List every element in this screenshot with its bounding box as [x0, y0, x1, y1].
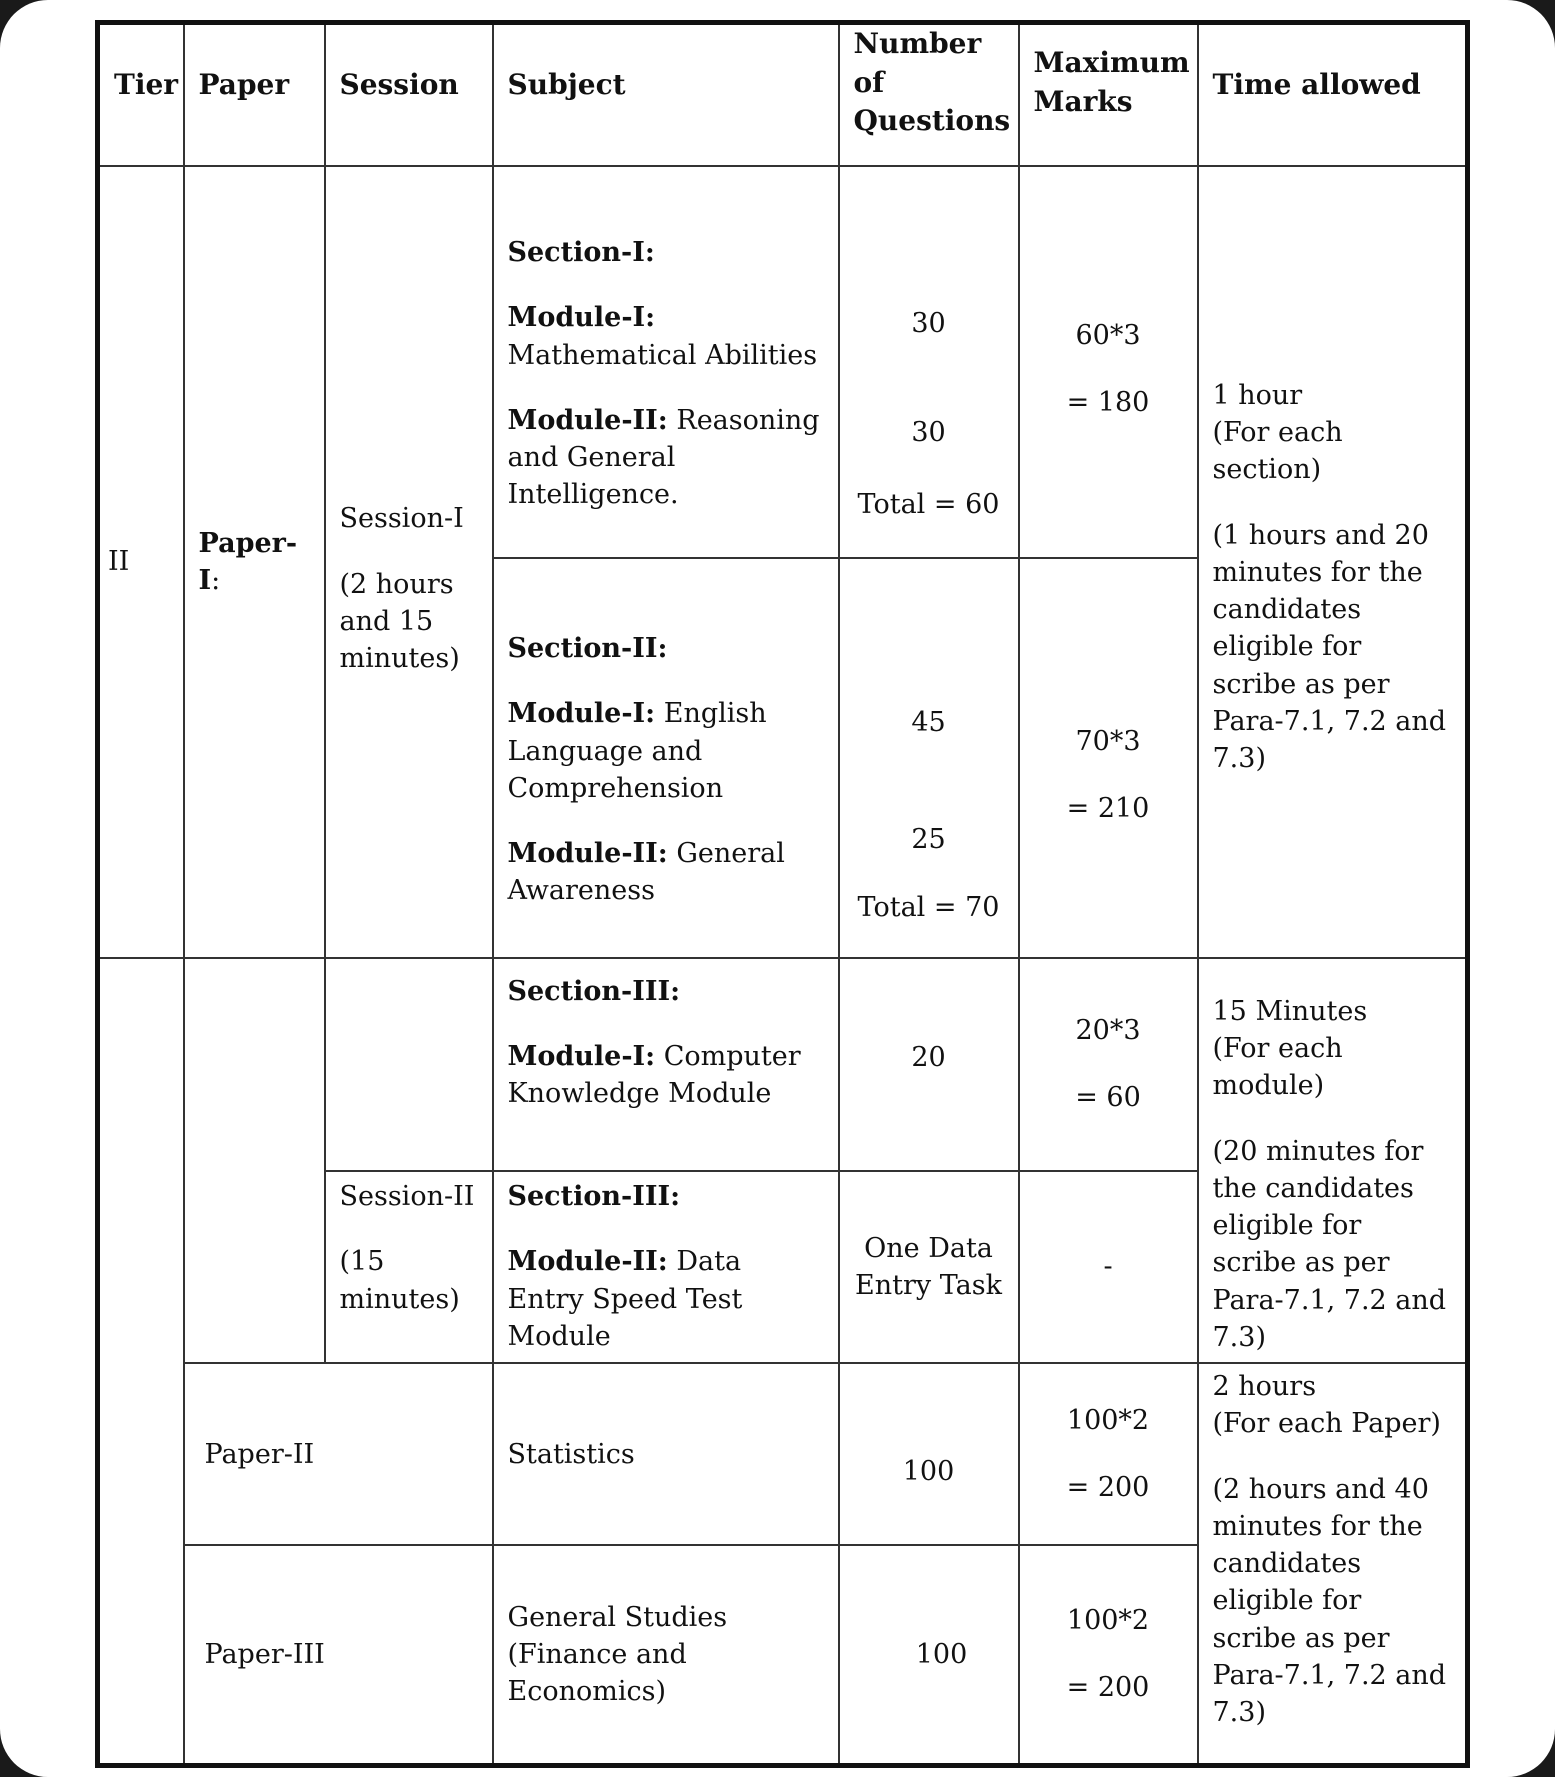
section-2-module-1: Module-I: English Language and Comprehension [507, 698, 767, 804]
section-3b-module: Module-II: Data Entry Speed Test Module [507, 1246, 743, 1352]
section-2-q2: 25 [911, 824, 946, 856]
section-3-time-line2: (For each module) [1212, 1033, 1343, 1102]
section-2-q1: 45 [911, 707, 946, 738]
session-2-cell [325, 1171, 493, 1363]
paper-2-3-time-line2: (For each Paper) [1212, 1408, 1441, 1440]
section-1-2-time [1198, 166, 1468, 958]
section-1-marks-formula: 60*3 [1075, 319, 1141, 351]
paper-1-cell [184, 166, 325, 958]
tier-continuation-cell [98, 958, 184, 1765]
section-1-2-time-line3: (1 hours and 20 minutes for the candidates eligible for scribe as per Para-7.1, 7.2 and 7.3) [1212, 519, 1447, 775]
session-1-cell [325, 166, 493, 958]
section-3a-questions: 20 [839, 958, 1019, 1171]
section-1-module-1: Module-I: Mathematical Abilities [507, 302, 818, 371]
section-1-marks-total: = 180 [1066, 387, 1150, 419]
paper-2-marks-total: = 200 [1066, 1472, 1150, 1504]
section-1-q2: 30 [911, 417, 946, 449]
paper-1-continuation-cell [184, 958, 325, 1363]
header-tier: Tier [98, 23, 184, 166]
paper-2-questions: 100 [839, 1363, 1019, 1545]
paper-2-3-time-line3: (2 hours and 40 minutes for the candidates eligible for scribe as per Para-7.1, 7.2 and 7.3) [1212, 1473, 1447, 1729]
section-2-module-2: Module-II: General Awareness [507, 838, 785, 907]
section-1-q1: 30 [911, 308, 946, 339]
paper-3-label: Paper-III [184, 1545, 493, 1765]
exam-scheme-table [95, 20, 1470, 1768]
section-3a-marks-formula: 20*3 [1075, 1015, 1141, 1047]
section-2-title: Section-II: [507, 633, 668, 665]
paper-2-3-time [1198, 1363, 1468, 1765]
section-3a-subject [493, 958, 839, 1171]
header-session: Session [325, 23, 493, 166]
header-maximum-marks: Maximum Marks [1019, 23, 1198, 166]
paper-2-marks-formula: 100*2 [1066, 1404, 1150, 1436]
section-3a-title: Section-III: [507, 975, 681, 1007]
paper-1-label: Paper-I [198, 527, 298, 596]
section-1-title: Section-I: [507, 237, 655, 269]
session-1-title: Session-I [339, 503, 464, 535]
paper-3-marks-formula: 100*2 [1066, 1605, 1150, 1637]
section-1-total: Total = 60 [857, 488, 1000, 520]
paper-2-row [98, 1363, 1468, 1545]
section-3b-title: Section-III: [507, 1181, 681, 1213]
tier-cell: II [98, 166, 184, 958]
paper-3-subject: General Studies (Finance and Economics) [493, 1545, 839, 1765]
section-2-subject [493, 558, 839, 958]
section-3-time-line1: 15 Minutes [1212, 995, 1368, 1027]
session-1-continuation-cell [325, 958, 493, 1171]
section-2-marks [1019, 558, 1198, 958]
paper-3-marks [1019, 1545, 1198, 1765]
paper-2-label: Paper-II [184, 1363, 493, 1545]
section-2-marks-total: = 210 [1066, 792, 1150, 824]
paper-2-3-time-line1: 2 hours [1212, 1371, 1317, 1403]
section-3a-marks-total: = 60 [1075, 1082, 1141, 1114]
section-3b-questions: One Data Entry Task [839, 1171, 1019, 1363]
session-2-duration: (15 minutes) [339, 1246, 460, 1315]
paper-3-questions: 100 [839, 1545, 1019, 1765]
section-1-2-time-line1: 1 hour [1212, 379, 1303, 411]
section-2-marks-formula: 70*3 [1075, 725, 1141, 757]
section-3a-row [98, 958, 1468, 1171]
section-3-time [1198, 958, 1468, 1363]
section-3a-marks [1019, 958, 1198, 1171]
section-3b-subject [493, 1171, 839, 1363]
header-paper: Paper [184, 23, 325, 166]
session-1-duration: (2 hours and 15 minutes) [339, 568, 460, 675]
paper-2-marks [1019, 1363, 1198, 1545]
section-1-2-time-line2: (For each section) [1212, 417, 1343, 486]
header-time-allowed: Time allowed [1198, 23, 1468, 166]
section-2-total: Total = 70 [857, 891, 1000, 923]
section-2-questions [839, 558, 1019, 958]
paper-2-subject: Statistics [493, 1363, 839, 1545]
section-1-module-2: Module-II: Reasoning and General Intelligence. [507, 404, 820, 511]
section-3-time-line3: (20 minutes for the candidates eligible for scribe as per Para-7.1, 7.2 and 7.3) [1212, 1135, 1447, 1353]
header-subject: Subject [493, 23, 839, 166]
section-1-marks [1019, 166, 1198, 558]
section-1-questions [839, 166, 1019, 558]
section-1-subject [493, 166, 839, 558]
section-1-row [98, 166, 1468, 558]
section-3a-module: Module-I: Computer Knowledge Module [507, 1041, 801, 1110]
paper-3-marks-total: = 200 [1066, 1672, 1150, 1704]
header-number-of-questions: Number of Questions [839, 23, 1019, 166]
paper-1-colon: : [211, 564, 221, 596]
section-3b-marks: - [1019, 1171, 1198, 1363]
session-2-title: Session-II [339, 1181, 475, 1213]
header-row [98, 23, 1468, 166]
